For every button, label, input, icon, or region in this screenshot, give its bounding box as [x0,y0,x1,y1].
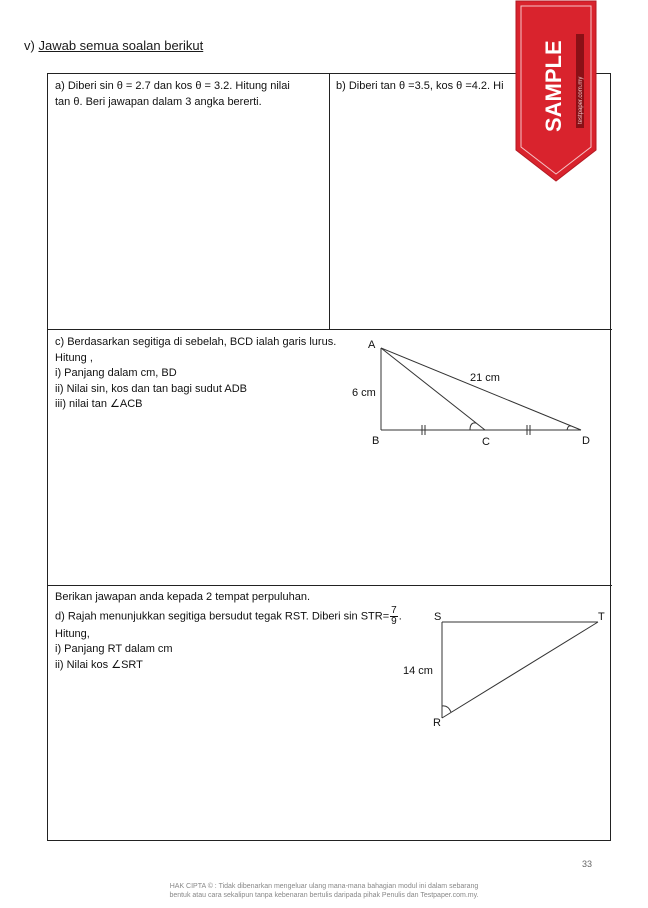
footer-line: bentuk atau cara sekalipun tanpa kebenaran bertulis daripada pihak Penulis dan Testpaper.com.my. [169,892,479,899]
question-b-text [336,79,504,95]
side-rt [442,622,598,718]
question-d-text [55,590,402,673]
question-c-box[interactable] [48,330,612,586]
question-c-line: ii) Nilai sin, kos dan tan bagi sudut ADB [55,382,247,395]
side-ac [381,348,485,430]
side-ad-label: 21 cm [470,372,500,384]
vertex-s-label: S [434,611,442,623]
vertex-c-label: C [482,436,490,448]
question-grid [47,73,611,841]
sample-watermark-side-text: testpaper.com.my [578,76,584,124]
question-d-line: ii) Nilai kos ∠SRT [55,658,143,671]
question-a-text [55,79,290,110]
section-title: Jawab semua soalan berikut [38,38,204,53]
fraction-denominator: 9 [391,615,397,627]
vertex-d-label: D [582,435,590,447]
triangle-rst-diagram [393,608,608,728]
vertex-t-label: T [598,611,605,623]
side-ad [381,348,581,430]
triangle-abd-diagram [338,336,598,454]
fraction-numerator: 7 [391,604,397,616]
question-b-line: b) Diberi tan θ =3.5, kos θ =4.2. Hi [336,80,504,92]
section-number: v) [24,38,35,53]
vertex-b-label: B [372,435,380,447]
question-a-line: a) Diberi sin θ = 2.7 dan kos θ = 3.2. Hitung nilai [55,80,290,92]
question-d-line: Berikan jawapan anda kepada 2 tempat perpuluhan. [55,591,311,603]
vertex-r-label: R [433,717,441,728]
question-d-line: i) Panjang RT dalam cm [55,643,173,655]
question-a-line: tan θ. Beri jawapan dalam 3 angka bererti. [55,95,262,108]
angle-srt-mark [442,706,451,712]
question-d-line: Hitung, [55,627,90,640]
question-d-line-end: . [398,609,402,622]
question-c-line: Hitung , [55,351,93,364]
side-ab-label: 6 cm [352,387,376,399]
question-d-line [55,606,402,627]
footer-line: HAK CIPTA © : Tidak dibenarkan mengeluar ulang mana-mana bahagian modul ini dalam sebarang [169,883,479,890]
question-a-box[interactable] [48,74,330,330]
sample-watermark [515,0,597,182]
page-number: 33 [582,859,593,869]
question-c-line: iii) nilai tan ∠ACB [55,398,143,410]
question-c-line: c) Berdasarkan segitiga di sebelah, BCD ialah garis lurus. [55,336,337,348]
section-heading [24,38,203,53]
side-rs-label: 14 cm [403,665,433,677]
sample-watermark-text: SAMPLE [541,40,566,132]
question-c-text [55,335,336,413]
copyright-footer [0,882,648,900]
question-d-line-text: d) Rajah menunjukkan segitiga bersudut tegak RST. Diberi sin STR= [55,609,390,622]
vertex-a-label: A [368,339,376,351]
angle-adb-mark [567,426,571,430]
question-c-line: i) Panjang dalam cm, BD [55,367,177,379]
angle-acb-mark [470,423,476,430]
question-d-box[interactable] [48,586,612,842]
